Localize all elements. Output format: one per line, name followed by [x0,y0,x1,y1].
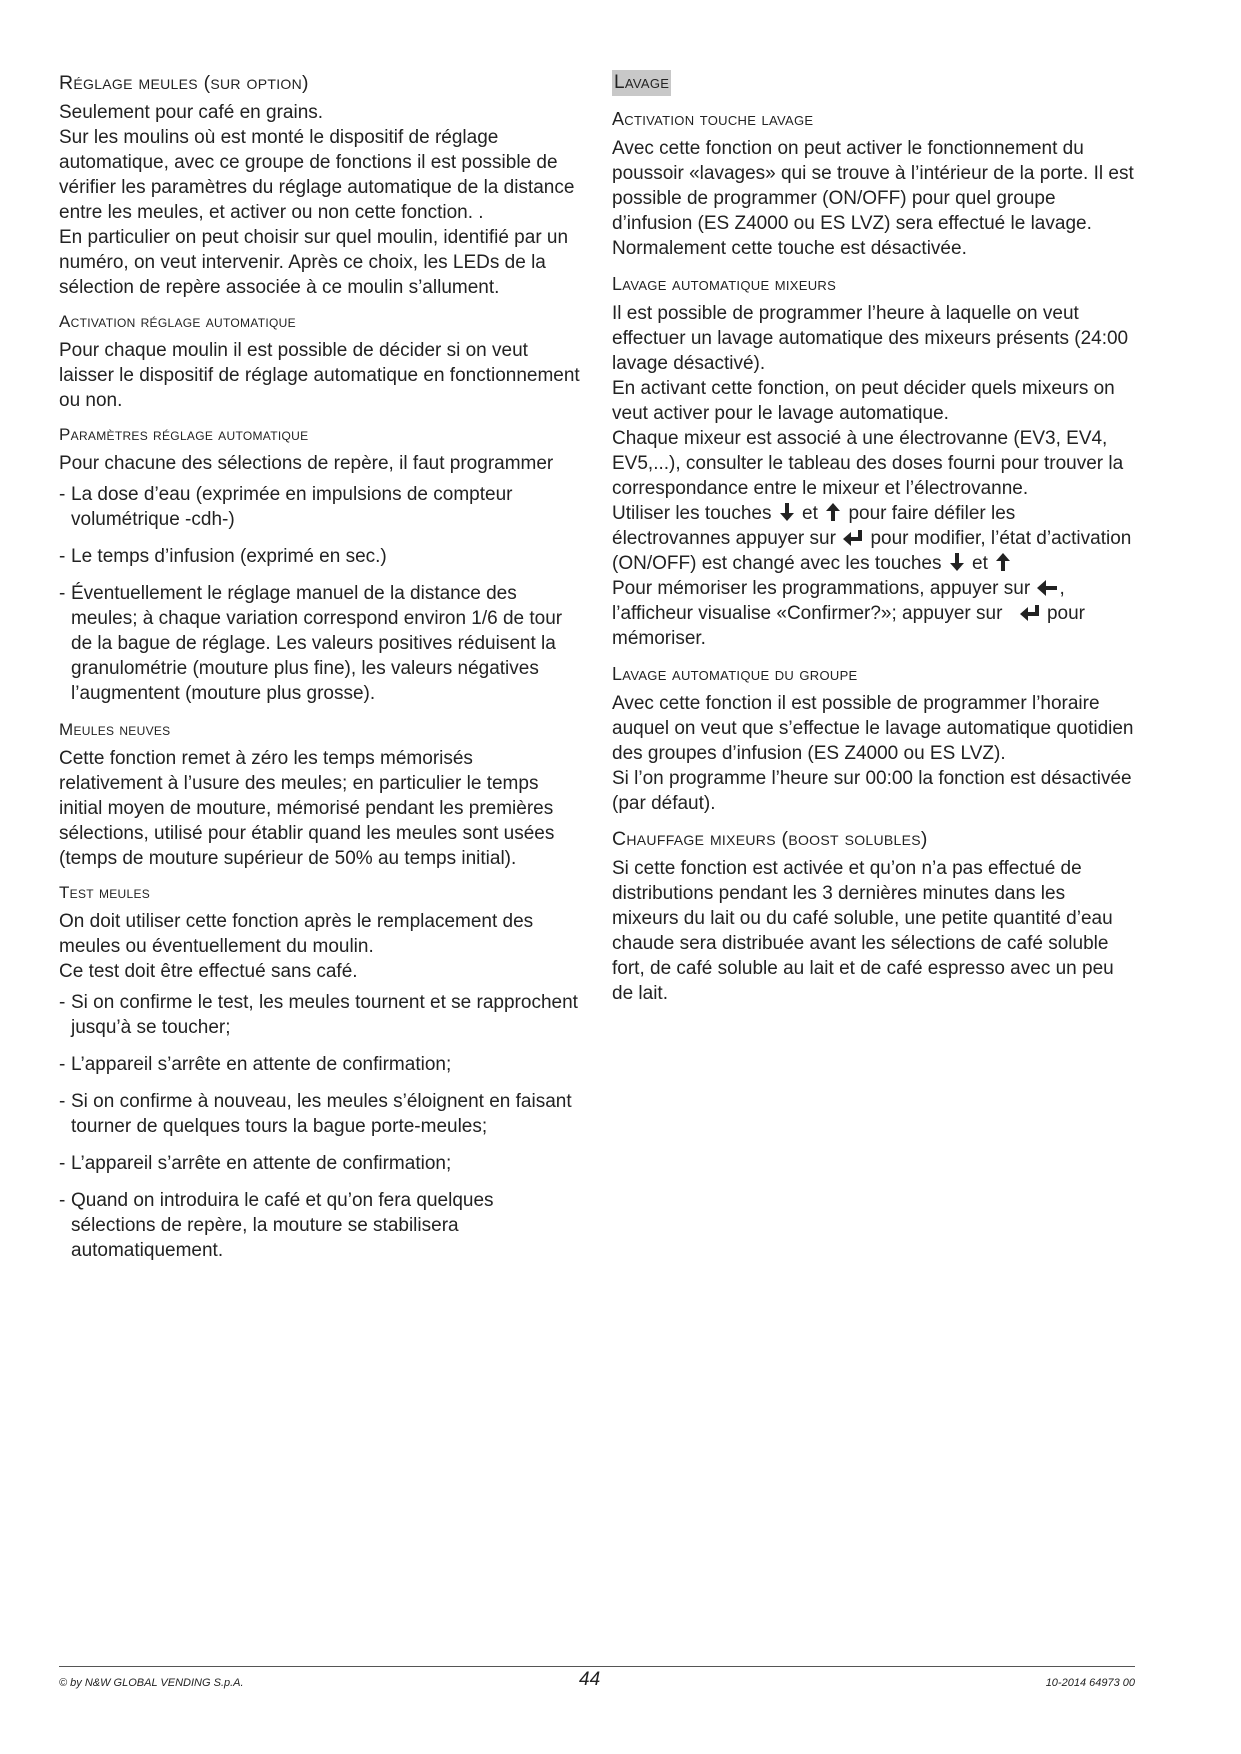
list-item: - L’appareil s’arrête en attente de confirmation; [59,1052,581,1077]
document-code: 10-2014 64973 00 [1045,1677,1135,1689]
left-column [59,70,581,1275]
keys-paragraph: Utiliser les touches et pour faire défiler les électrovannes appuyer sur pour modifier, l’état d’activation (ON/OFF) est changé avec les touches et [612,503,1132,574]
params-list [59,482,581,706]
list-item: - Éventuellement le réglage manuel de la distance des meules; à chaque variation correspond environ 1/6 de tour de la bague de réglage. Les valeurs positives réduisent la granulométrie (mouture plus fine), les valeurs négatives l’augmentent (mouture plus grosse). [59,581,581,706]
list-item: - Quand on introduira le café et qu’on fera quelques sélections de repère, la mouture se stabilisera automatiquement. [59,1188,581,1263]
list-item: - La dose d’eau (exprimée en impulsions de compteur volumétrique -cdh-) [59,482,581,532]
heading-activation-touche: Activation touche lavage [612,109,814,129]
paragraph: En activant cette fonction, on peut décider quels mixeurs on veut activer pour le lavage automatique. [612,378,1115,424]
paragraph: Avec cette fonction il est possible de programmer l’horaire auquel on veut que s’effectue le lavage automatique quotidien des groupes d’infusion (ES Z4000 ou ES LVZ). [612,693,1134,764]
paragraph: Cette fonction remet à zéro les temps mémorisés relativement à l’usure des meules; en particulier le temps initial moyen de mouture, mémorisé pendant les premières sélections, utilisé pour établir quand les meules sont usées (temps de mouture supérieur de 50% au temps initial). [59,748,555,869]
heading-chauffage-mixeurs: Chauffage mixeurs (boost solubles) [612,828,928,850]
paragraph: Ce test doit être effectué sans café. [59,961,358,982]
paragraph: Pour chacune des sélections de repère, il faut programmer [59,453,554,474]
list-item: - Si on confirme à nouveau, les meules s’éloignent en faisant tourner de quelques tours la bague porte-meules; [59,1089,581,1139]
heading-test-meules: Test meules [59,883,151,902]
paragraph: Avec cette fonction on peut activer le fonctionnement du poussoir «lavages» qui se trouve à l’intérieur de la porte. Il est possible de programmer (ON/OFF) pour quel groupe d’infusion (ES Z4000 ou ES LVZ) sera effectué le lavage. [612,138,1134,234]
paragraph: En particulier on peut choisir sur quel moulin, identifié par un numéro, on veut intervenir. Après ce choix, les LEDs de la sélection de repère associée à ce moulin s’allument. [59,227,569,298]
keys-paragraph: Pour mémoriser les programmations, appuyer sur , l’afficheur visualise «Confirmer?»; appuyer sur pour mémoriser. [612,578,1085,649]
heading-activation-reglage: Activation réglage automatique [59,312,296,331]
paragraph: Normalement cette touche est désactivée. [612,238,967,259]
page-number: 44 [579,1669,601,1690]
footer-copyright: © by N&W GLOBAL VENDING S.p.A. [59,1677,244,1689]
list-item: - Si on confirme le test, les meules tournent et se rapprochent jusqu’à se toucher; [59,990,581,1040]
right-column [612,70,1136,1016]
intro-block [59,100,581,300]
heading-parametres-reglage: Paramètres réglage automatique [59,425,309,444]
paragraph: Pour chaque moulin il est possible de décider si on veut laisser le dispositif de réglage automatique en fonctionnement ou non. [59,340,580,411]
arrow-down-icon [949,553,965,571]
list-item: - L’appareil s’arrête en attente de confirmation; [59,1151,581,1176]
paragraph: Il est possible de programmer l’heure à laquelle on veut effectuer un lavage automatique des mixeurs présents (24:00 lavage désactivé). [612,303,1129,374]
arrow-down-icon [779,503,795,521]
heading-lavage-groupe: Lavage automatique du groupe [612,664,858,684]
heading-lavage-mixeurs: Lavage automatique mixeurs [612,274,837,294]
arrow-up-icon [995,553,1011,571]
paragraph: Chaque mixeur est associé à une électrovanne (EV3, EV4, EV5,...), consulter le tableau des doses fourni pour trouver la correspondance entre le mixeur et l’électrovanne. [612,428,1124,499]
enter-icon [843,530,863,546]
paragraph: On doit utiliser cette fonction après le remplacement des meules ou éventuellement du moulin. [59,911,534,957]
paragraph: Si l’on programme l’heure sur 00:00 la fonction est désactivée (par défaut). [612,768,1132,814]
paragraph: Seulement pour café en grains. [59,102,324,123]
paragraph: Sur les moulins où est monté le dispositif de réglage automatique, avec ce groupe de fonctions il est possible de vérifier les paramètres du réglage automatique de la distance entre les meules, et activer ou non cette fonction. . [59,127,575,223]
arrow-left-icon [1037,580,1057,596]
page-footer [59,1666,1135,1690]
heading-reglage-meules: Réglage meules (sur option) [59,72,309,94]
section-lavage: Lavage [612,70,671,96]
paragraph: Si cette fonction est activée et qu’on n’a pas effectué de distributions pendant les 3 dernières minutes dans les mixeurs du lait ou du café soluble, une petite quantité d’eau chaude sera distribuée avant les sélections de café soluble fort, de café soluble au lait et de café espresso avec un peu de lait. [612,858,1114,1004]
heading-meules-neuves: Meules neuves [59,720,171,739]
arrow-up-icon [825,503,841,521]
test-list [59,990,581,1263]
enter-icon [1020,605,1040,621]
list-item: - Le temps d’infusion (exprimé en sec.) [59,544,581,569]
